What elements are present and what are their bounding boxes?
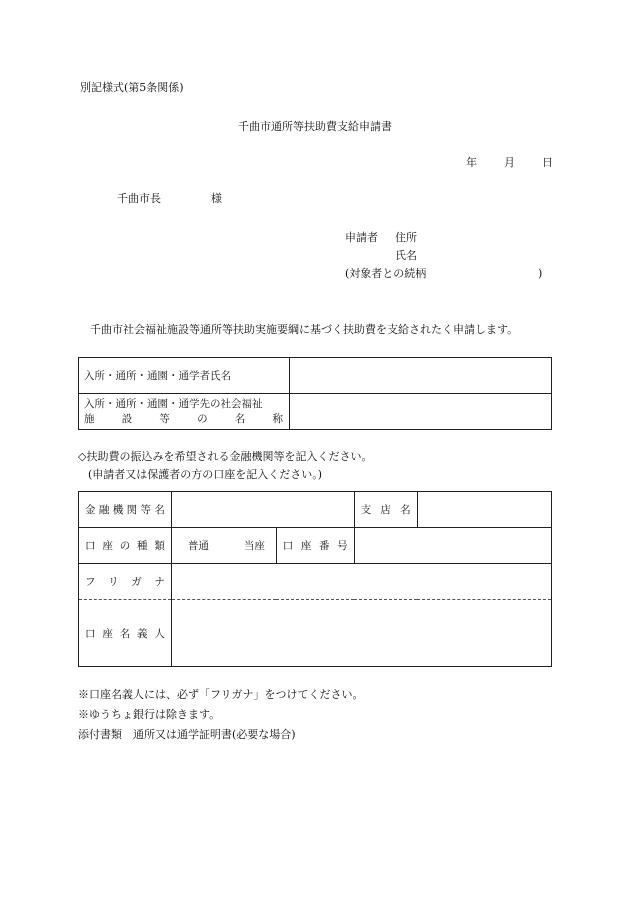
char: 座: [102, 540, 113, 552]
char: 名: [119, 627, 131, 640]
furigana-field[interactable]: [171, 564, 551, 600]
account-type-ordinary[interactable]: 普通: [187, 540, 209, 552]
char: 座: [102, 627, 113, 640]
char: 設: [121, 412, 133, 425]
applicant-relation-close: ): [538, 267, 543, 280]
char: 種: [137, 540, 148, 552]
branch-label: [354, 492, 417, 528]
applicant-name-label: 氏名: [395, 249, 417, 262]
footer-note-yucho: ※ゆうちょ銀行は除きます。: [78, 708, 221, 721]
account-number-label: [276, 528, 354, 564]
institution-field[interactable]: [171, 492, 354, 528]
form-reference: 別記様式(第5条関係): [80, 81, 184, 94]
char: 称: [272, 412, 283, 425]
char: 口: [85, 540, 96, 552]
char: 施: [84, 412, 95, 425]
date-day: 日: [542, 156, 553, 169]
char: 名: [234, 412, 246, 425]
char: 座: [300, 540, 312, 552]
facility-label-line1: 入所・通所・通園・通学先の社会福祉: [84, 397, 263, 410]
char: 支: [360, 504, 372, 516]
footer-note-furigana: ※口座名義人には、必ず「フリガナ」をつけてください。: [78, 688, 364, 701]
char: 番: [319, 540, 330, 552]
char: の: [119, 540, 131, 552]
institution-label: [79, 492, 172, 528]
char: 号: [337, 540, 348, 552]
char: 金: [85, 504, 96, 516]
char: ナ: [154, 576, 165, 588]
addressee-honorific: 様: [211, 192, 222, 205]
subject-name-field[interactable]: [290, 358, 552, 394]
char: 関: [126, 504, 138, 516]
char: 類: [154, 540, 165, 552]
table-row: [79, 358, 552, 394]
date-month: 月: [504, 156, 515, 169]
char: 融: [98, 504, 110, 516]
char: 機: [112, 504, 124, 516]
bank-note: ◇扶助費の振込みを希望される金融機関等を記入ください。: [78, 450, 373, 463]
table-row: [79, 394, 552, 430]
applicant-address-label: 住所: [395, 231, 417, 244]
facility-name-label: [79, 394, 290, 430]
furigana-label: [79, 564, 172, 600]
branch-field[interactable]: [417, 492, 551, 528]
char: ガ: [131, 576, 142, 588]
char: の: [197, 412, 208, 425]
table-row: [79, 600, 552, 667]
subject-name-label: 入所・通所・通園・通学者氏名: [79, 358, 290, 394]
char: リ: [108, 576, 119, 588]
char: 口: [282, 540, 294, 552]
application-statement: 千曲市社会福祉施設等通所等扶助実施要綱に基づく扶助費を支給されたく申請します。: [90, 323, 519, 336]
applicant-relation-label: (対象者との続柄: [345, 267, 427, 280]
table-row: [79, 564, 552, 600]
account-type-current[interactable]: 当座: [243, 540, 265, 552]
account-type-label: [79, 528, 172, 564]
addressee: [117, 193, 222, 204]
table-row: [79, 492, 552, 528]
account-number-field[interactable]: [354, 528, 551, 564]
char: 名: [154, 504, 165, 516]
char: 等: [159, 412, 170, 425]
facility-label-line2: [84, 412, 283, 427]
subject-table: [78, 357, 552, 430]
date-year: 年: [466, 156, 477, 169]
addressee-name: 千曲市長: [117, 192, 161, 205]
account-holder-label: [79, 600, 172, 667]
table-row: [79, 528, 552, 564]
document-title: 千曲市通所等扶助費支給申請書: [238, 120, 392, 133]
char: 名: [400, 504, 411, 516]
char: 義: [137, 627, 148, 640]
bank-table: [78, 491, 552, 667]
bank-note-sub: (申請者又は保護者の方の口座を記入ください。): [88, 468, 323, 481]
char: 等: [140, 504, 151, 516]
char: 口: [85, 627, 96, 640]
applicant-label: 申請者: [345, 231, 378, 244]
facility-name-field[interactable]: [290, 394, 552, 430]
account-holder-field[interactable]: [171, 600, 551, 667]
char: フ: [85, 576, 96, 588]
account-type-options[interactable]: [171, 528, 276, 564]
char: 店: [380, 504, 391, 516]
char: 人: [154, 627, 165, 640]
footer-attachments: 添付書類 通所又は通学証明書(必要な場合): [78, 728, 296, 741]
date-line: [466, 157, 553, 168]
